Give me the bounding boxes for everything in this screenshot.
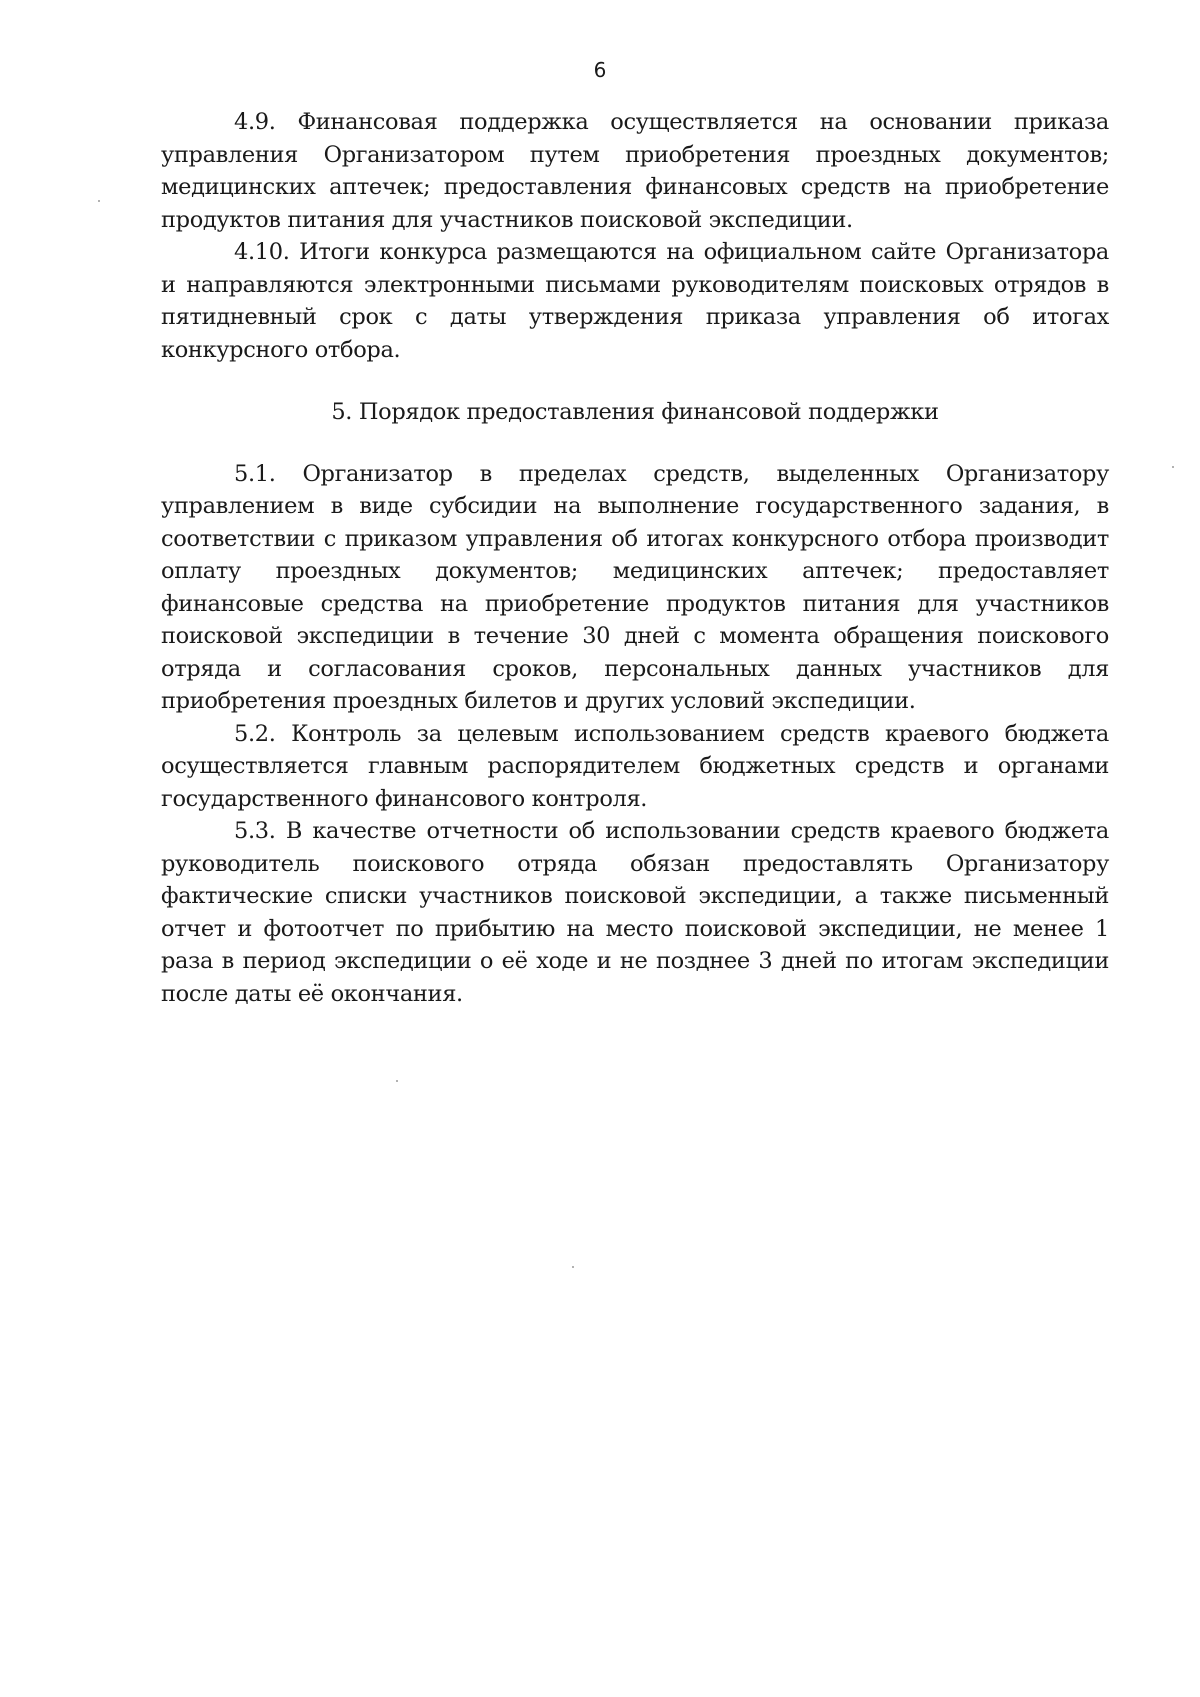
scan-speck bbox=[98, 200, 100, 202]
page-number: 6 bbox=[593, 58, 607, 82]
paragraph-4-10: 4.10. Итоги конкурса размещаются на официальном сайте Организатора и направляются электронными письмами руководителям поисковых отрядов в пятидневный срок с даты утверждения приказа управления об итогах конкурсного отбора. bbox=[161, 239, 1109, 363]
paragraph-5-2: 5.2. Контроль за целевым использованием средств краевого бюджета осуществляется главным распорядителем бюджетных средств и органами государственного финансового контроля. bbox=[161, 720, 1109, 812]
document-body bbox=[161, 106, 1109, 1010]
paragraph-5-3: 5.3. В качестве отчетности об использовании средств краевого бюджета руководитель поискового отряда обязан предоставлять Организатору фактические списки участников поисковой экспедиции, а также письменный отчет и фотоотчет по прибытию на место поисковой экспедиции, не менее 1 раза в период экспедиции о её ходе и не позднее 3 дней по итогам экспедиции после даты её окончания. bbox=[161, 818, 1109, 1007]
scan-speck bbox=[1172, 466, 1174, 468]
paragraph-5-1: 5.1. Организатор в пределах средств, выделенных Организатору управлением в виде субсидии на выполнение государственного задания, в соответствии с приказом управления об итогах конкурсного отбора производит оплату проездных документов; медицинских аптечек; предоставляет финансовые средства на приобретение продуктов питания для участников поисковой экспедиции в течение 30 дней с момента обращения поискового отряда и согласования сроков, персональных данных участников для приобретения проездных билетов и других условий экспедиции. bbox=[161, 460, 1109, 714]
scan-speck bbox=[572, 1266, 574, 1268]
scan-speck bbox=[396, 1080, 398, 1082]
paragraph-4-9: 4.9. Финансовая поддержка осуществляется на основании приказа управления Организатором путем приобретения проездных документов; медицинских аптечек; предоставления финансовых средств на приобретение продуктов питания для участников поисковой экспедиции. bbox=[161, 109, 1109, 233]
section-5-heading: 5. Порядок предоставления финансовой поддержки bbox=[331, 399, 939, 425]
